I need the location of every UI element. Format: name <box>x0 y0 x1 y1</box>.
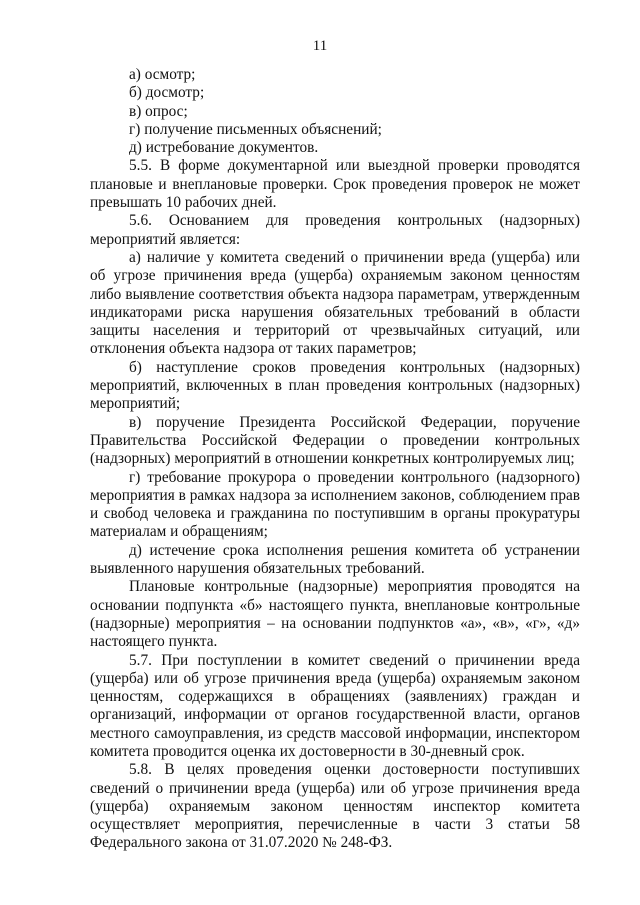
paragraph-basis-v: в) поручение Президента Российской Федерации, поручение Правительства Российской Федерации о проведении контрольных (надзорных) мероприятий в отношении конкретных контролируемых лиц; <box>90 413 580 468</box>
paragraph-section-5-6: 5.6. Основанием для проведения контрольных (надзорных) мероприятий является: <box>90 212 580 248</box>
paragraph-section-5-5: 5.5. В форме документарной или выездной проверки проводятся плановые и внеплановые проверки. Срок проведения проверок не может превышать 10 рабочих дней. <box>90 157 580 212</box>
paragraph-basis-b: б) наступление сроков проведения контрольных (надзорных) мероприятий, включенных в план проведения контрольных (надзорных) мероприятий; <box>90 358 580 413</box>
paragraph-basis-a: а) наличие у комитета сведений о причинении вреда (ущерба) или об угрозе причинения вреда (ущерба) охраняемым законом ценностям либо выявление соответствия объекта надзора параметрам, утвержденным индикаторами риска нарушения обязательных требований в области защиты населения и территорий от чрезвычайных ситуаций, или отклонения объекта надзора от таких параметров; <box>90 248 580 358</box>
paragraph-basis-g: г) требование прокурора о проведении контрольного (надзорного) мероприятия в рамках надзора за исполнением законов, соблюдением прав и свобод человека и гражданина по поступившим в органы прокуратуры материалам и обращениям; <box>90 468 580 541</box>
paragraph-item-v-survey: в) опрос; <box>129 102 188 120</box>
paragraph-item-g-explanations: г) получение письменных объяснений; <box>129 120 382 138</box>
document-body <box>90 66 580 853</box>
paragraph-planned-measures: Плановые контрольные (надзорные) мероприятия проводятся на основании подпункта «б» настоящего пункта, внеплановые контрольные (надзорные) мероприятия – на основании подпунктов «а», «в», «г», «д» настоящего пункта. <box>90 578 580 651</box>
paragraph-item-b-search: б) досмотр; <box>129 84 205 102</box>
paragraph-item-a-inspection: а) осмотр; <box>129 66 196 83</box>
paragraph-basis-d: д) истечение срока исполнения решения комитета об устранении выявленного нарушения обязательных требований. <box>90 541 580 578</box>
paragraph-section-5-7: 5.7. При поступлении в комитет сведений о причинении вреда (ущерба) или об угрозе причинения вреда (ущерба) охраняемым законом ценностям, содержащихся в обращениях (заявлениях) граждан и организаций, информации от органов государственной власти, органов местного самоуправления, из средств массовой информации, инспектором комитета проводится оценка их достоверности в 30-дневный срок. <box>90 651 580 760</box>
paragraph-section-5-8: 5.8. В целях проведения оценки достоверности поступивших сведений о причинении вреда (ущерба) или об угрозе причинения вреда (ущерба) охраняемым законом ценностям инспектор комитета осуществляет мероприятия, перечисленные в части 3 статьи 58 Федерального закона от 31.07.2020 № 248-ФЗ. <box>90 761 580 852</box>
page-number: 11 <box>312 38 328 54</box>
paragraph-item-d-documents: д) истребование документов. <box>129 139 319 157</box>
